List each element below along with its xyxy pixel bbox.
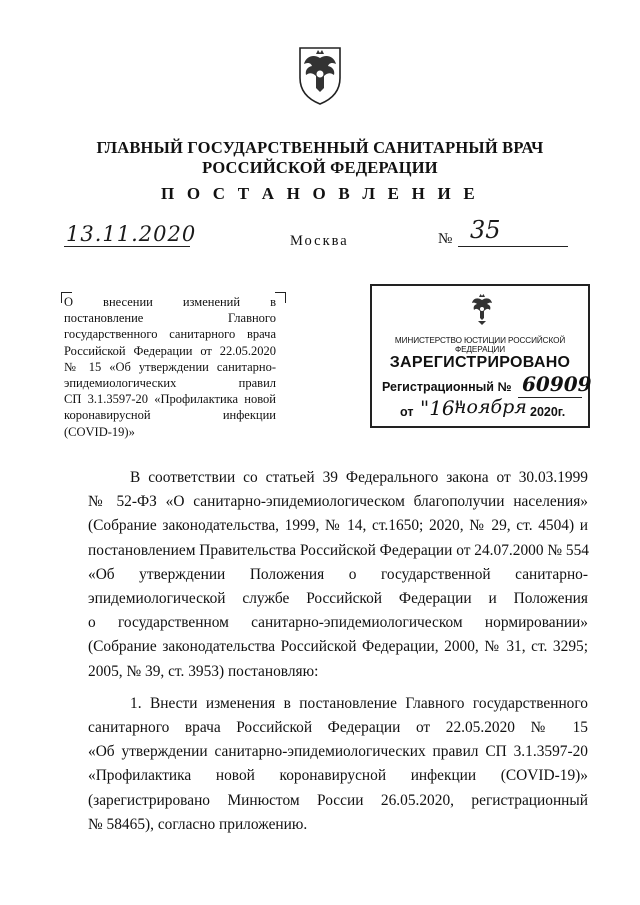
subject-line: эпидемиологических правил — [64, 376, 276, 391]
subject-line: государственного санитарного врача — [64, 327, 276, 342]
document-body — [88, 466, 588, 837]
stamp-registered: ЗАРЕГИСТРИРОВАНО — [389, 354, 571, 371]
body-line: (Собрание законодательства Российской Федерации, 2000, № 31, ст. 3295; — [88, 638, 588, 656]
body-line: постановлением Правительства Российской Федерации от 24.07.2000 № 554 — [88, 541, 590, 559]
body-line: «Профилактика новой коронавирусной инфекции (COVID-19)» — [88, 767, 588, 785]
document-subject — [64, 294, 276, 440]
body-line: о государственном санитарно-эпидемиологическом нормировании» — [88, 614, 588, 632]
document-date: 13.11.2020 — [66, 222, 197, 246]
body-line: эпидемиологической службе Российской Федерации и Положения — [88, 590, 588, 608]
stamp-reg-label: Регистрационный № — [382, 380, 512, 394]
issuer-title: ГЛАВНЫЙ ГОСУДАРСТВЕННЫЙ САНИТАРНЫЙ ВРАЧ — [96, 138, 544, 157]
date-underline — [64, 246, 190, 247]
stamp-day: "16" — [420, 396, 464, 420]
stamp-ministry: МИНИСТЕРСТВО ЮСТИЦИИ РОССИЙСКОЙ ФЕДЕРАЦИИ — [394, 336, 566, 354]
body-line: «Об утверждении Положения о государственной санитарно- — [88, 565, 588, 583]
body-line: № 58465), согласно приложению. — [88, 815, 308, 833]
subject-line: СП 3.1.3597-20 «Профилактика новой — [64, 392, 276, 407]
body-line: 2005, № 39, ст. 3953) постановляю: — [88, 662, 319, 680]
subject-line: № 15 «Об утверждении санитарно- — [64, 359, 276, 374]
stamp-reg-underline — [518, 397, 582, 398]
stamp-eagle-icon — [467, 292, 497, 326]
body-line: (зарегистрировано Минюстом России 26.05.2020, регистрационный — [88, 791, 588, 809]
registration-stamp — [370, 284, 590, 428]
body-line: № 52-ФЗ «О санитарно-эпидемиологическом благополучии населения» — [88, 493, 588, 511]
body-line: 1. Внести изменения в постановление Главного государственного — [130, 694, 588, 712]
body-line: (Собрание законодательства, 1999, № 14, ст.1650; 2020, № 29, ст. 4504) и — [88, 517, 588, 535]
subject-line: О внесении изменений в — [64, 295, 276, 309]
number-underline — [458, 246, 568, 247]
stamp-reg-number: 60909 — [522, 372, 592, 396]
subject-line: (COVID-19)» — [64, 424, 135, 439]
stamp-month: ноября — [454, 396, 527, 418]
body-line: «Об утверждении санитарно-эпидемиологических правил СП 3.1.3597-20 — [88, 743, 588, 761]
subject-corner-right — [275, 292, 286, 303]
stamp-year: 2020г. — [530, 405, 566, 419]
number-label: № — [438, 231, 453, 247]
body-line: санитарного врача Российской Федерации от 22.05.2020 № 15 — [88, 719, 588, 737]
coat-of-arms-icon — [292, 44, 348, 106]
document-city: Москва — [290, 233, 349, 249]
subject-line: коронавирусной инфекции — [64, 408, 276, 423]
document-number: 35 — [470, 216, 501, 244]
subject-line: постановление Главного — [64, 311, 276, 326]
body-line: В соответствии со статьей 39 Федерального закона от 30.03.1999 — [130, 469, 588, 486]
subject-line: Российской Федерации от 22.05.2020 — [64, 343, 276, 358]
issuer-title-line2: РОССИЙСКОЙ ФЕДЕРАЦИИ — [202, 158, 438, 177]
stamp-from-label: от — [400, 405, 414, 419]
document-type-heading: П О С Т А Н О В Л Е Н И Е — [161, 184, 479, 203]
